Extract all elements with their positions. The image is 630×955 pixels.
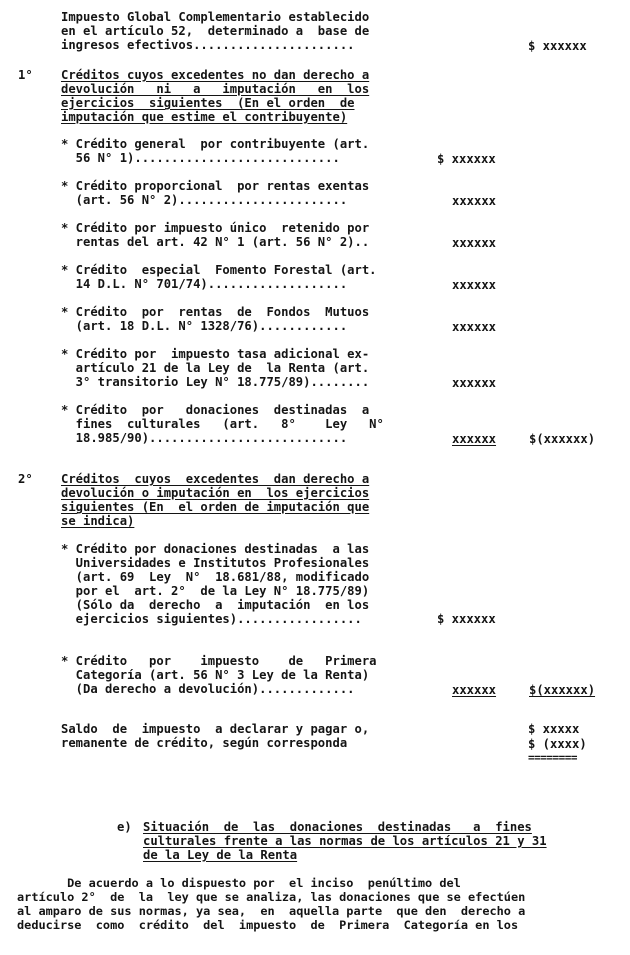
s2-item2-amount: xxxxxx [452,683,497,697]
s2-item1-line-6: ejercicios siguientes)................. [61,612,362,626]
s2-item1-amount: $ xxxxxx [437,612,496,626]
saldo-amount-1: $ xxxxx [528,722,580,736]
s1-item2-amount: xxxxxx [452,194,497,208]
section2-heading-line-3: siguientes (En el orden de imputación que [61,500,370,514]
section-e-body-line-4: deducirse como crédito del impuesto de Primera Categoría en los [17,918,519,932]
s2-item1-line-5: (Sólo da derecho a imputación en los [61,598,370,612]
s1-item7-line-2: fines culturales (art. 8° Ley N° [61,417,384,431]
section-e-body-line-1: De acuerdo a lo dispuesto por el inciso penúltimo del [17,876,461,890]
saldo-double-rule: ======== [528,751,577,764]
section-e-heading-line-2: culturales frente a las normas de los artículos 21 y 31 [143,834,547,848]
s2-item2-line-3: (Da derecho a devolución)............. [61,682,355,696]
s1-item3-line-2: rentas del art. 42 N° 1 (art. 56 N° 2).. [61,235,370,249]
section1-heading-line-1: Créditos cuyos excedentes no dan derecho a [61,68,370,82]
saldo-line-1: Saldo de impuesto a declarar y pagar o, [61,722,370,736]
intro-line-2: en el artículo 52, determinado a base de [61,24,370,38]
section1-heading-line-4: imputación que estime el contribuyente) [61,110,348,124]
s1-item1-line-1: * Crédito general por contribuyente (art. [61,137,370,151]
intro-line-3: ingresos efectivos...................... [61,38,355,52]
section-e-body-line-3: al amparo de sus normas, ya sea, en aquella parte que den derecho a [17,904,526,918]
section2-number: 2° [18,472,33,486]
section-e-body-line-2: artículo 2° de la ley que se analiza, las donaciones que se efectúen [17,890,526,904]
s1-item4-amount: xxxxxx [452,278,497,292]
s1-item7-line-1: * Crédito por donaciones destinadas a [61,403,370,417]
s1-item3-line-1: * Crédito por impuesto único retenido por [61,221,370,235]
section1-number: 1° [18,68,33,82]
s1-item6-line-2: artículo 21 de la Ley de la Renta (art. [61,361,370,375]
section-e-heading-line-1: Situación de las donaciones destinadas a fines [143,820,532,834]
saldo-amount-2: $ (xxxx) [528,737,587,751]
s1-item7-line-3: 18.985/90)........................... [61,431,348,445]
section1-heading-line-2: devolución ni a imputación en los [61,82,370,96]
section-e-label: e) [117,820,132,834]
section2-heading-line-2: devolución o imputación en los ejercicios [61,486,370,500]
section2-heading-line-1: Créditos cuyos excedentes dan derecho a [61,472,370,486]
s2-item2-line-2: Categoría (art. 56 N° 3 Ley de la Renta) [61,668,370,682]
s1-item6-line-3: 3° transitorio Ley N° 18.775/89)........ [61,375,370,389]
section-e-heading-line-3: de la Ley de la Renta [143,848,298,862]
s1-item2-line-1: * Crédito proporcional por rentas exentas [61,179,370,193]
s2-total: $(xxxxxx) [529,683,596,697]
intro-amount: $ xxxxxx [528,39,587,53]
section2-heading-line-4: se indica) [61,514,135,528]
s1-item2-line-2: (art. 56 N° 2)....................... [61,193,348,207]
s2-item1-line-3: (art. 69 Ley N° 18.681/88, modificado [61,570,370,584]
saldo-line-2: remanente de crédito, según corresponda [61,736,348,750]
section1-heading-line-3: ejercicios siguientes (En el orden de [61,96,355,110]
s1-total: $(xxxxxx) [529,432,596,446]
s1-item5-amount: xxxxxx [452,320,497,334]
s1-item5-line-1: * Crédito por rentas de Fondos Mutuos [61,305,370,319]
s1-item6-line-1: * Crédito por impuesto tasa adicional ex- [61,347,370,361]
s2-item1-line-2: Universidades e Institutos Profesionales [61,556,370,570]
s1-item4-line-2: 14 D.L. N° 701/74)................... [61,277,348,291]
s1-item3-amount: xxxxxx [452,236,497,250]
intro-line-1: Impuesto Global Complementario establecido [61,10,370,24]
s2-item1-line-1: * Crédito por donaciones destinadas a las [61,542,370,556]
s1-item6-amount: xxxxxx [452,376,497,390]
s1-item1-amount: $ xxxxxx [437,152,496,166]
s2-item2-line-1: * Crédito por impuesto de Primera [61,654,377,668]
s1-item7-amount: xxxxxx [452,432,497,446]
s1-item5-line-2: (art. 18 D.L. N° 1328/76)............ [61,319,348,333]
s2-item1-line-4: por el art. 2° de la Ley N° 18.775/89) [61,584,370,598]
s1-item4-line-1: * Crédito especial Fomento Forestal (art. [61,263,377,277]
s1-item1-line-2: 56 N° 1)............................ [61,151,340,165]
